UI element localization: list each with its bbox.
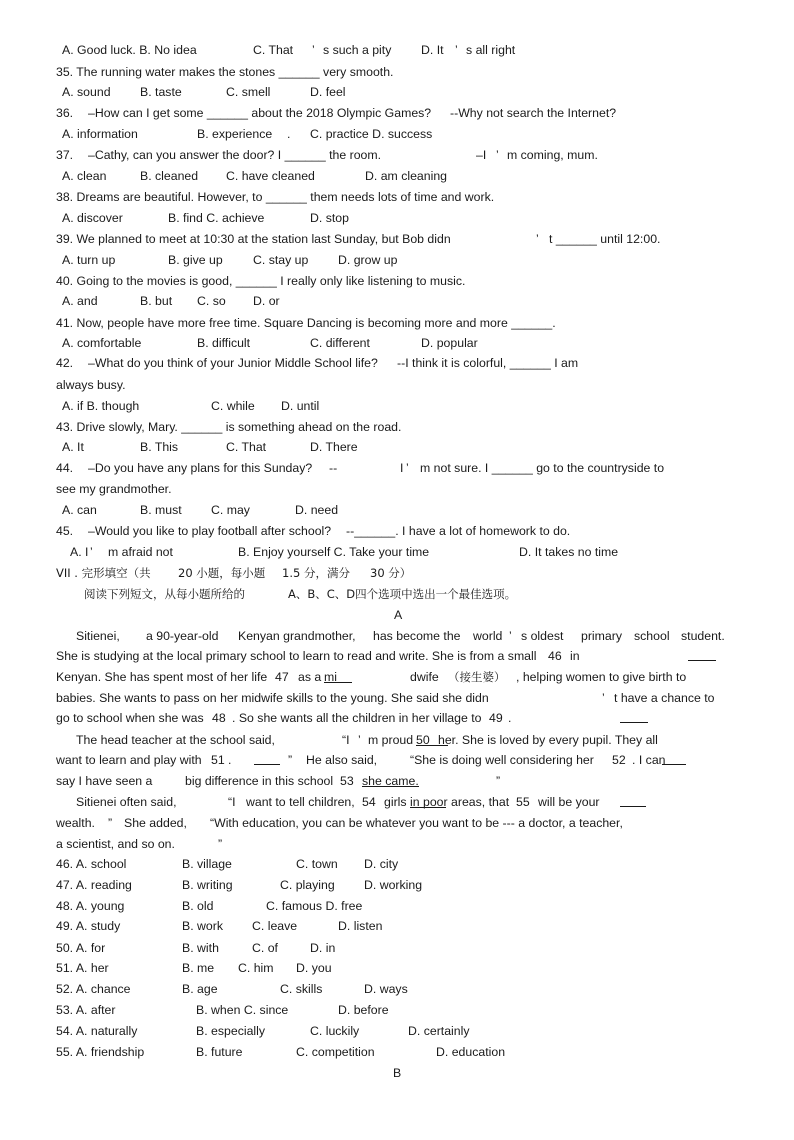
- option-d: D. education: [436, 1045, 506, 1059]
- passage-text: world: [473, 629, 503, 643]
- passage-text: Sitienei,: [76, 629, 120, 643]
- option-b: B. village: [182, 857, 232, 871]
- option-d: D. stop: [310, 211, 349, 225]
- stray-dot: .: [287, 127, 291, 141]
- cloze-options-55: [0, 1044, 794, 1060]
- question-42: [0, 355, 794, 371]
- option-c: C. of: [252, 941, 278, 955]
- quote-mark: ”: [108, 816, 113, 830]
- passage-text: .: [228, 753, 232, 767]
- blank-number: 52: [612, 753, 626, 767]
- option-c: C. different: [310, 336, 370, 350]
- passage-text: a scientist, and so on.: [56, 837, 175, 851]
- question-40: [0, 273, 794, 289]
- question-text: –Do you have any plans for this Sunday?: [88, 461, 313, 475]
- section-title: 30 分）: [370, 566, 412, 580]
- option-c: C. have cleaned: [226, 169, 315, 183]
- passage-letter: B: [393, 1066, 402, 1080]
- question-text: –What do you think of your Junior Middle School life?: [88, 356, 378, 370]
- passage-text: . I can: [632, 753, 666, 767]
- passage-letter: A: [394, 608, 403, 622]
- option-c-d: C. famous D. free: [266, 899, 363, 913]
- response-dash: --: [329, 461, 338, 475]
- option-d: D. in: [310, 941, 336, 955]
- cloze-options-50: [0, 940, 794, 956]
- question-35: [0, 64, 794, 80]
- option-d: D. popular: [421, 336, 478, 350]
- passage-line: [0, 773, 794, 789]
- option-d: D. or: [253, 294, 280, 308]
- quote-mark: ”: [288, 753, 293, 767]
- option-a: A. clean: [62, 169, 107, 183]
- option-b-c: B. when C. since: [196, 1003, 289, 1017]
- passage-text: in poor areas, that: [410, 795, 510, 809]
- answer-options-39: [0, 252, 794, 268]
- cloze-options-48: [0, 898, 794, 914]
- option-a: A. I: [70, 545, 89, 559]
- answer-options-42: [0, 398, 794, 414]
- passage-line: [0, 669, 794, 685]
- option-a: A. and: [62, 294, 98, 308]
- passage-text: will be your: [538, 795, 600, 809]
- answer-options-35: [0, 84, 794, 100]
- passage-text: He also said,: [306, 753, 378, 767]
- passage-line: [0, 710, 794, 726]
- option-c: C. That: [226, 440, 267, 454]
- answer-options-44: [0, 502, 794, 518]
- passage-text: . So she wants all the children in her village to: [232, 711, 482, 725]
- passage-text: She added,: [124, 816, 187, 830]
- passage-text: She is studying at the local primary school to learn to read and write. She is from a small: [56, 649, 537, 663]
- option-c: C. skills: [280, 982, 323, 996]
- question-text: see my grandmother.: [56, 482, 172, 496]
- option-b: B. This: [140, 440, 179, 454]
- option-a: m afraid not: [108, 545, 173, 559]
- option-a: 47. A. reading: [56, 878, 132, 892]
- option-d: D. working: [364, 878, 423, 892]
- option-c: C. may: [211, 503, 250, 517]
- question-44-continued: [0, 481, 794, 497]
- passage-text: she came.: [362, 774, 419, 788]
- option-a: A. information: [62, 127, 138, 141]
- apostrophe: ’: [509, 629, 512, 643]
- passage-line: [0, 752, 794, 768]
- passage-text: Sitienei often said,: [76, 795, 177, 809]
- passage-text: as a: [298, 670, 322, 684]
- response-text: --I think it is colorful, ______ I am: [397, 356, 579, 370]
- option-d: D. am cleaning: [365, 169, 448, 183]
- section-title: 20 小题，每小题: [178, 566, 266, 580]
- passage-text: school: [634, 629, 670, 643]
- cloze-options-54: [0, 1023, 794, 1039]
- question-text: –How can I get some ______ about the 2018 Olympic Games?: [88, 106, 432, 120]
- question-number: 45.: [56, 524, 74, 538]
- option-b: B. future: [196, 1045, 243, 1059]
- blank-number: 53: [340, 774, 354, 788]
- question-text: 43. Drive slowly, Mary. ______ is something ahead on the road.: [56, 420, 402, 434]
- passage-line: [0, 732, 794, 748]
- passage-text: Kenyan grandmother,: [238, 629, 356, 643]
- option-b: B. cleaned: [140, 169, 199, 183]
- cloze-options-53: [0, 1002, 794, 1018]
- apostrophe: ’: [312, 43, 315, 57]
- option-c-d: C. practice D. success: [310, 127, 433, 141]
- passage-text: wealth.: [56, 816, 95, 830]
- question-44: [0, 460, 794, 476]
- passage-text: her. She is loved by every pupil. They all: [438, 733, 658, 747]
- option-a-b: A. if B. though: [62, 399, 140, 413]
- response-text: m coming, mum.: [507, 148, 598, 162]
- option-b: B. writing: [182, 878, 233, 892]
- option-d: D. feel: [310, 85, 346, 99]
- question-text: always busy.: [56, 378, 126, 392]
- option-b: B. old: [182, 899, 214, 913]
- section-heading-cloze: [0, 565, 794, 581]
- passage-label-b: [0, 1065, 794, 1081]
- option-d: D. city: [364, 857, 399, 871]
- answer-options-45: [0, 544, 794, 560]
- question-number: 37.: [56, 148, 74, 162]
- question-text: 40. Going to the movies is good, ______ I really only like listening to music.: [56, 274, 466, 288]
- option-b-c: B. Enjoy yourself C. Take your time: [238, 545, 430, 559]
- option-a: 51. A. her: [56, 961, 109, 975]
- option-c: C. smell: [226, 85, 271, 99]
- question-text: –Would you like to play football after school?: [88, 524, 332, 538]
- underlined-text: mi: [324, 669, 352, 683]
- question-41: [0, 315, 794, 331]
- question-45: [0, 523, 794, 539]
- response-text: m not sure. I ______ go to the countryside to: [420, 461, 665, 475]
- answer-blank: [688, 648, 716, 664]
- passage-text: .: [508, 711, 512, 725]
- option-a: A. It: [62, 440, 84, 454]
- question-text: t ______ until 12:00.: [549, 232, 661, 246]
- option-d: D. listen: [338, 919, 383, 933]
- option-a: 55. A. friendship: [56, 1045, 145, 1059]
- option-c: C. him: [238, 961, 274, 975]
- option-d: D. before: [338, 1003, 389, 1017]
- option-b: B. taste: [140, 85, 182, 99]
- quote-mark: ”: [496, 774, 501, 788]
- option-a: 49. A. study: [56, 919, 121, 933]
- answer-blank: [254, 752, 280, 768]
- section-instructions: [0, 586, 794, 602]
- option-a: A. sound: [62, 85, 111, 99]
- cloze-options-49: [0, 918, 794, 934]
- option-a: 52. A. chance: [56, 982, 131, 996]
- passage-text: “With education, you can be whatever you want to be --- a doctor, a teacher,: [210, 816, 623, 830]
- option-b: B. with: [182, 941, 219, 955]
- passage-line: [0, 815, 794, 831]
- response-text: --______. I have a lot of homework to do.: [346, 524, 571, 538]
- passage-line: [0, 690, 794, 706]
- option-c: C. luckily: [310, 1024, 360, 1038]
- option-text: C. That: [253, 43, 294, 57]
- apostrophe: ’: [358, 733, 361, 747]
- apostrophe: ’: [90, 545, 93, 559]
- blank-number: 55: [516, 795, 530, 809]
- option-d: D. There: [310, 440, 358, 454]
- passage-text: Kenyan. She has spent most of her life: [56, 670, 268, 684]
- answer-options-34: [0, 42, 794, 58]
- option-b: B. give up: [168, 253, 223, 267]
- option-a: A. comfortable: [62, 336, 142, 350]
- passage-text: dwife: [410, 670, 439, 684]
- passage-text: “She is doing well considering her: [410, 753, 594, 767]
- quote-mark: ”: [218, 837, 223, 851]
- question-number: 36.: [56, 106, 74, 120]
- option-c: C. town: [296, 857, 338, 871]
- question-38: [0, 189, 794, 205]
- apostrophe: ’: [536, 232, 539, 246]
- option-c: C. stay up: [253, 253, 309, 267]
- blank-number: 48: [212, 711, 226, 725]
- cloze-options-51: [0, 960, 794, 976]
- option-d: D. It takes no time: [519, 545, 619, 559]
- question-text: 39. We planned to meet at 10:30 at the station last Sunday, but Bob didn: [56, 232, 451, 246]
- option-b: B. difficult: [197, 336, 251, 350]
- apostrophe: ’: [602, 691, 605, 705]
- passage-text: “I: [342, 733, 350, 747]
- question-39: [0, 231, 794, 247]
- apostrophe: ’: [455, 43, 458, 57]
- option-b: B. especially: [196, 1024, 266, 1038]
- passage-text: , helping women to give birth to: [516, 670, 687, 684]
- cloze-options-47: [0, 877, 794, 893]
- blank-number: 54: [362, 795, 376, 809]
- option-d: D. ways: [364, 982, 408, 996]
- option-text: D. It: [421, 43, 444, 57]
- option-a: 53. A. after: [56, 1003, 116, 1017]
- passage-text: want to tell children,: [246, 795, 355, 809]
- option-a: A. can: [62, 503, 97, 517]
- option-b: B. me: [182, 961, 215, 975]
- option-a: 50. A. for: [56, 941, 106, 955]
- option-b: B. experience: [197, 127, 273, 141]
- instruction-text: 阅读下列短文，从每小题所给的: [84, 587, 245, 601]
- passage-line: [0, 836, 794, 852]
- option-text: s such a pity: [323, 43, 392, 57]
- apostrophe: ’: [496, 148, 499, 162]
- question-37: [0, 147, 794, 163]
- option-a: 54. A. naturally: [56, 1024, 138, 1038]
- question-42-continued: [0, 377, 794, 393]
- chinese-gloss: （接生婆）: [448, 670, 506, 684]
- option-text: A. Good luck. B. No idea: [62, 43, 197, 57]
- passage-line: [0, 628, 794, 644]
- passage-text: m proud: [368, 733, 414, 747]
- passage-text: primary: [581, 629, 622, 643]
- blank-number: 50: [416, 732, 438, 746]
- response-text: I: [400, 461, 404, 475]
- option-b: B. but: [140, 294, 173, 308]
- passage-text: t have a chance to: [614, 691, 715, 705]
- instruction-text: A、B、C、D四个选项中选出一个最佳选项。: [288, 587, 517, 601]
- response-text: --Why not search the Internet?: [450, 106, 617, 120]
- blank-number: 51: [211, 753, 225, 767]
- question-text: 41. Now, people have more free time. Square Dancing is becoming more and more ______.: [56, 316, 556, 330]
- passage-text: has become the: [373, 629, 461, 643]
- question-text: 35. The running water makes the stones ______ very smooth.: [56, 65, 394, 79]
- answer-blank: [620, 794, 646, 810]
- section-title: 1.5 分，满分: [282, 566, 350, 580]
- passage-text: “I: [228, 795, 236, 809]
- passage-line: [0, 648, 794, 664]
- question-text: –Cathy, can you answer the door? I ______ the room.: [88, 148, 382, 162]
- option-d: D. until: [281, 399, 320, 413]
- option-a: A. discover: [62, 211, 123, 225]
- option-c: C. playing: [280, 878, 335, 892]
- question-43: [0, 419, 794, 435]
- passage-text: want to learn and play with: [56, 753, 202, 767]
- cloze-options-52: [0, 981, 794, 997]
- question-text: 38. Dreams are beautiful. However, to ______ them needs lots of time and work.: [56, 190, 495, 204]
- answer-options-41: [0, 335, 794, 351]
- answer-blank: [662, 752, 686, 768]
- answer-options-37: [0, 168, 794, 184]
- option-a: 48. A. young: [56, 899, 125, 913]
- passage-text: in: [570, 649, 580, 663]
- answer-blank: [620, 710, 648, 726]
- option-d: D. certainly: [408, 1024, 470, 1038]
- option-c: C. while: [211, 399, 255, 413]
- passage-label-a: [0, 607, 794, 623]
- option-d: D. grow up: [338, 253, 398, 267]
- passage-text: say I have seen a: [56, 774, 153, 788]
- response-text: –I: [476, 148, 487, 162]
- option-d: D. need: [295, 503, 339, 517]
- option-text: s all right: [466, 43, 516, 57]
- question-number: 44.: [56, 461, 74, 475]
- blank-number: 47: [275, 670, 289, 684]
- passage-text: girls: [384, 795, 407, 809]
- passage-line: [0, 794, 794, 810]
- option-c: C. so: [197, 294, 226, 308]
- option-b: B. must: [140, 503, 182, 517]
- passage-text: student.: [681, 629, 725, 643]
- section-title: VII . 完形填空（共: [56, 566, 151, 580]
- question-36: [0, 105, 794, 121]
- apostrophe: ’: [406, 461, 409, 475]
- passage-text: babies. She wants to pass on her midwife skills to the young. She said she didn: [56, 691, 489, 705]
- option-b-c: B. find C. achieve: [168, 211, 265, 225]
- answer-options-38: [0, 210, 794, 226]
- option-a: 46. A. school: [56, 857, 127, 871]
- option-c: C. competition: [296, 1045, 375, 1059]
- option-c: C. leave: [252, 919, 298, 933]
- passage-text: go to school when she was: [56, 711, 204, 725]
- blank-number: 49: [489, 711, 503, 725]
- passage-text: s oldest: [521, 629, 564, 643]
- passage-text: big difference in this school: [185, 774, 334, 788]
- passage-text: The head teacher at the school said,: [76, 733, 275, 747]
- option-b: B. age: [182, 982, 218, 996]
- question-number: 42.: [56, 356, 74, 370]
- answer-options-40: [0, 293, 794, 309]
- cloze-options-46: [0, 856, 794, 872]
- passage-text: a 90-year-old: [146, 629, 219, 643]
- option-a: A. turn up: [62, 253, 116, 267]
- answer-options-43: [0, 439, 794, 455]
- option-d: D. you: [296, 961, 332, 975]
- option-b: B. work: [182, 919, 223, 933]
- blank-number: 46: [548, 649, 562, 663]
- answer-options-36: [0, 126, 794, 142]
